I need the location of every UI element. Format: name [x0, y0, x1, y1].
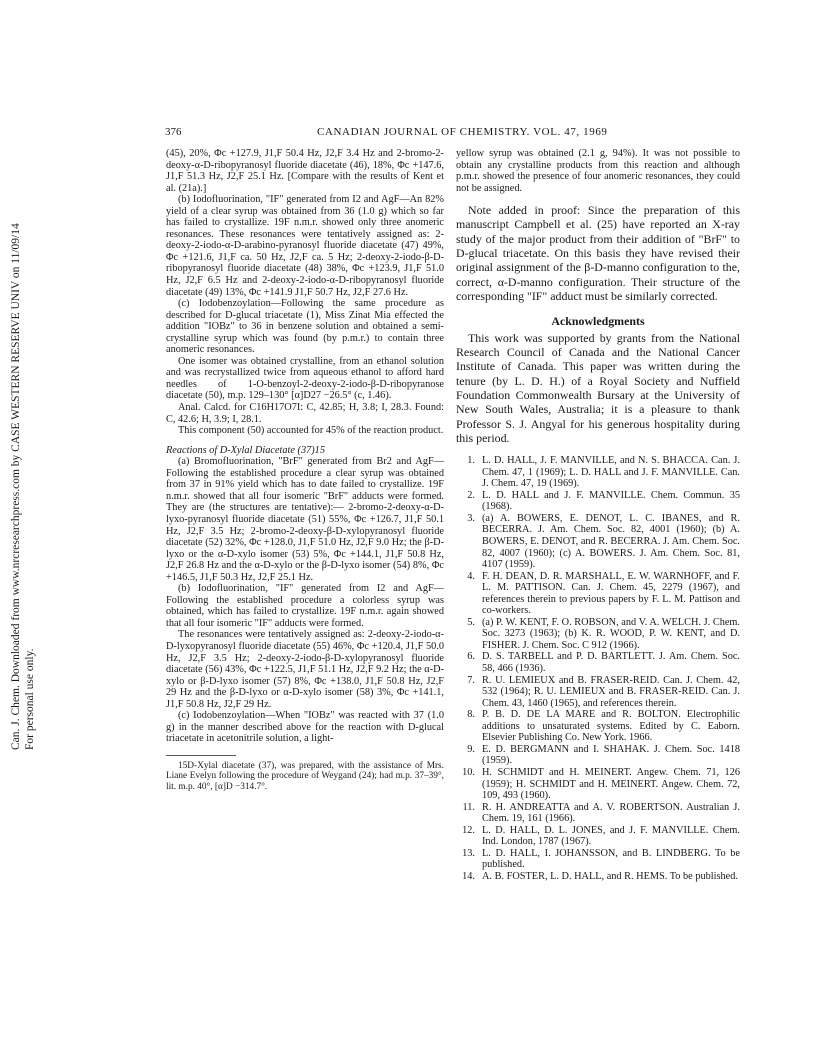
- reference-number: 6.: [467, 651, 475, 663]
- paragraph: (b) Iodofluorination, "IF" generated from I2 and AgF—Following the established procedure a colorless syrup was obtained, which has failed to crystallize. 19F n.m.r. again showed that all four isomeric "IF" adducts were formed.: [166, 583, 444, 629]
- right-column: [456, 148, 740, 882]
- reference-number: 13.: [462, 847, 475, 859]
- download-watermark: [2, 150, 52, 750]
- reference-item: [456, 513, 740, 571]
- reference-text: L. D. HALL, D. L. JONES, and J. F. MANVILLE. Chem. Ind. London, 1787 (1967).: [482, 824, 740, 848]
- reference-item: [456, 802, 740, 825]
- paragraph: (a) Bromofluorination, "BrF" generated from Br2 and AgF—Following the established procedure a clear syrup was obtained from 37 in 91% yield which has to date failed to crystallize. 19F n.m.r. showed that all four isomeric "BrF" adducts were formed. They are (the structures are tentative):— 2-bromo-2-deoxy-α-D-lyxo-pyranosyl fluoride diacetate (51) 55%, Φc +126.7, J1,F 50.1 Hz, J2,F 3.5 Hz; 2-bromo-2-deoxy-β-D-xylopyranosyl fluoride diacetate (52) 32%, Φc +128.0, J1,F 51.0 Hz, J2,F 9.0 Hz; the β-D-lyxo or the α-D-xylo isomer (53) 5%, Φc +144.1, J1,F 50.8 Hz, J2,F 26.8 Hz and the α-D-xylo or the β-D-lyxo isomer (54) 8%, Φc +146.5, J1,F 50.3 Hz, J2,F 25.1 Hz.: [166, 456, 444, 583]
- paragraph: (b) Iodofluorination, "IF" generated from I2 and AgF—An 82% yield of a clear syrup was obtained from 36 (1.0 g) which so far has failed to crystallize. 19F n.m.r. showed only three anomeric resonances. These resonances were tentatively assigned as: 2-deoxy-2-iodo-α-D-arabino-pyranosyl fluoride diacetate (47) 49%, Φc +121.6, J1,F ca. 50 Hz, J2,F ca. 5 Hz; 2-deoxy-2-iodo-β-D-ribopyranosyl fluoride diacetate (48) 38%, Φc +123.9, J1,F 51.0 Hz, J2,F 6.5 Hz and 2-deoxy-2-iodo-α-D-ribopyranosyl fluoride diacetate (49) 13%, Φc +141.9 J1,F 50.7 Hz, J2,F 27.6 Hz.: [166, 194, 444, 298]
- footnote: 15D-Xylal diacetate (37), was prepared, with the assistance of Mrs. Liane Evelyn following the procedure of Weygand (24); had m.p. 37–39°, lit. m.p. 40°, [α]D −314.7°.: [166, 760, 444, 792]
- reference-number: 10.: [462, 766, 475, 778]
- reference-item: [456, 675, 740, 710]
- reference-item: [456, 744, 740, 767]
- paragraph: (45), 20%, Φc +127.9, J1,F 50.4 Hz, J2,F 3.4 Hz and 2-bromo-2-deoxy-α-D-ribopyranosyl fluoride diacetate (46), 18%, Φc +147.6, J1,F 51.3 Hz, J2,F 25.1 Hz. [Compare with the results of Kent et al. (21a).]: [166, 148, 444, 194]
- paragraph: This component (50) accounted for 45% of the reaction product.: [178, 425, 444, 437]
- reference-item: [456, 617, 740, 652]
- reference-text: A. B. FOSTER, L. D. HALL, and R. HEMS. To be published.: [482, 870, 738, 882]
- reference-number: 3.: [467, 512, 475, 524]
- reference-number: 8.: [467, 709, 475, 721]
- reference-item: [456, 571, 740, 617]
- running-title: CANADIAN JOURNAL OF CHEMISTRY. VOL. 47, 1969: [317, 126, 608, 138]
- paragraph: (c) Iodobenzoylation—Following the same procedure as described for D-glucal triacetate (1), Miss Zinat Mia effected the addition "IOBz" to 36 in benzene solution and obtained a semi-crystalline syrup which was found (by p.m.r.) to contain three anomeric resonances.: [166, 298, 444, 356]
- reference-text: E. D. BERGMANN and I. SHAHAK. J. Chem. Soc. 1418 (1959).: [482, 743, 740, 767]
- paragraph: The resonances were tentatively assigned as: 2-deoxy-2-iodo-α-D-lyxopyranosyl fluoride diacetate (55) 46%, Φc +120.4, J1,F 50.0 Hz, J2,F 3.5 Hz; 2-deoxy-2-iodo-β-D-xylopyranosyl fluoride diacetate (56) 43%, Φc +122.5, J1,F 51.1 Hz, J2,F 9.2 Hz; the α-D-xylo or β-D-lyxo isomer (57) 8%, Φc +138.0, J1,F 50.8 Hz, J2,F 29 Hz and the β-D-lyxo or α-D-xylo isomer (58) 3%, Φc +141.1, J1,F 50.8 Hz, J2,F 29 Hz.: [166, 629, 444, 710]
- reference-text: F. H. DEAN, D. R. MARSHALL, E. W. WARNHOFF, and F. L. M. PATTISON. Can. J. Chem. 45, 2279 (1967), and references therein to previous papers by F. L. M. Pattison and co-workers.: [482, 570, 740, 617]
- reference-number: 5.: [467, 616, 475, 628]
- reference-list: [456, 455, 740, 882]
- reference-number: 9.: [467, 743, 475, 755]
- reference-text: L. D. HALL, J. F. MANVILLE, and N. S. BHACCA. Can. J. Chem. 47, 1 (1969); L. D. HALL and J. F. MANVILLE. Can. J. Chem. 47, 19 (1969).: [482, 455, 740, 490]
- reference-text: H. SCHMIDT and H. MEINERT. Angew. Chem. 71, 126 (1959); H. SCHMIDT and H. MEINERT. Angew. Chem. 72, 109, 493 (1960).: [482, 766, 740, 802]
- reference-text: L. D. HALL and J. F. MANVILLE. Chem. Commun. 35 (1968).: [482, 489, 740, 513]
- watermark-line-2: For personal use only.: [24, 648, 36, 750]
- paragraph: yellow syrup was obtained (2.1 g, 94%). It was not possible to obtain any crystalline products from this reaction and although p.m.r. showed the presence of four anomeric resonances, they could not be assigned.: [456, 148, 740, 194]
- section-heading: Reactions of D-Xylal Diacetate (37)15: [166, 444, 325, 456]
- reference-number: 7.: [467, 674, 475, 686]
- left-column: [166, 148, 444, 792]
- note-added-in-proof: Note added in proof: Since the preparation of this manuscript Campbell et al. (25) have reported an X-ray study of the major product from their addition of "BrF" to D-glucal triacetate. On this basis they have revised their original assignment of the β-D-manno configuration to the, correct, α-D-manno configuration. Their structure of the corresponding "IF" adduct must be similarly corrected.: [456, 203, 740, 303]
- reference-item: [456, 767, 740, 802]
- page-number: 376: [165, 126, 182, 138]
- reference-number: 2.: [467, 489, 475, 501]
- reference-text: (a) P. W. KENT, F. O. ROBSON, and V. A. WELCH. J. Chem. Soc. 3273 (1963); (b) K. R. WOOD, P. W. KENT, and D. FISHER. J. Chem. Soc. C 912 (1966).: [482, 616, 740, 651]
- reference-item: [456, 848, 740, 871]
- reference-number: 11.: [462, 801, 475, 813]
- reference-text: D. S. TARBELL and P. D. BARTLETT. J. Am. Chem. Soc. 58, 466 (1936).: [482, 651, 740, 675]
- reference-number: 12.: [462, 824, 475, 836]
- acknowledgments-heading: Acknowledgments: [551, 314, 645, 329]
- reference-item: [456, 709, 740, 744]
- acknowledgments-text: This work was supported by grants from the National Research Council of Canada and the National Cancer Institute of Canada. This paper was written during the tenure (by L. D. H.) of a Royal Society and Nuffield Foundation Commonwealth Bursary at the University of New South Wales, Australia; it is a pleasure to thank Professor S. J. Angyal for his generous hospitality during this period.: [456, 330, 740, 445]
- reference-item: [456, 825, 740, 848]
- reference-text: L. D. HALL, I. JOHANSSON, and B. LINDBERG. To be published.: [482, 847, 740, 871]
- reference-text: R. H. ANDREATTA and A. V. ROBERTSON. Australian J. Chem. 19, 161 (1966).: [482, 801, 740, 825]
- paragraph: (c) Iodobenzoylation—When "IOBz" was reacted with 37 (1.0 g) in the manner described above for the reaction with D-glucal triacetate in acetonitrile solution, a light-: [166, 710, 444, 745]
- reference-text: P. B. D. DE LA MARE and R. BOLTON. Electrophilic additions to unsaturated systems. Edited by C. Eaborn. Elsevier Publishing Co. New York. 1966.: [482, 709, 740, 744]
- reference-item: [456, 490, 740, 513]
- footnote-divider: [166, 755, 236, 756]
- reference-item: [456, 871, 740, 883]
- paragraph: One isomer was obtained crystalline, from an ethanol solution and was recrystallized twice from aqueous ethanol to afford hard needles of 1-O-benzoyl-2-deoxy-2-iodo-β-D-ribopyranose diacetate (50), m.p. 129–130° [α]D27 −26.5° (c, 1.46).: [166, 355, 444, 402]
- reference-text: R. U. LEMIEUX and B. FRASER-REID. Can. J. Chem. 42, 532 (1964); R. U. LEMIEUX and B. FRASER-REID. Can. J. Chem. 43, 1460 (1965), and references therein.: [482, 674, 740, 709]
- watermark-line-1: Can. J. Chem. Downloaded from www.nrcresearchpress.com by CASE WESTERN RESERVE UNIV on 11/09/14: [10, 223, 22, 750]
- reference-number: 4.: [467, 570, 475, 582]
- running-header: [165, 126, 655, 142]
- paragraph: Anal. Calcd. for C16H17O7I: C, 42.85; H, 3.8; I, 28.3. Found: C, 42.6; H, 3.9; I, 28.1.: [166, 402, 444, 425]
- reference-text: (a) A. BOWERS, E. DENOT, L. C. IBANES, and R. BECERRA. J. Am. Chem. Soc. 82, 4001 (1960); (b) A. BOWERS, E. DENOT, and R. BECERRA. J. Am. Chem. Soc. 82, 4007 (1960); (c) A. BOWERS. J. Am. Chem. Soc. 81, 4107 (1959).: [482, 512, 740, 571]
- reference-item: [456, 455, 740, 490]
- reference-item: [456, 651, 740, 674]
- reference-number: 1.: [467, 455, 475, 467]
- reference-number: 14.: [462, 870, 475, 882]
